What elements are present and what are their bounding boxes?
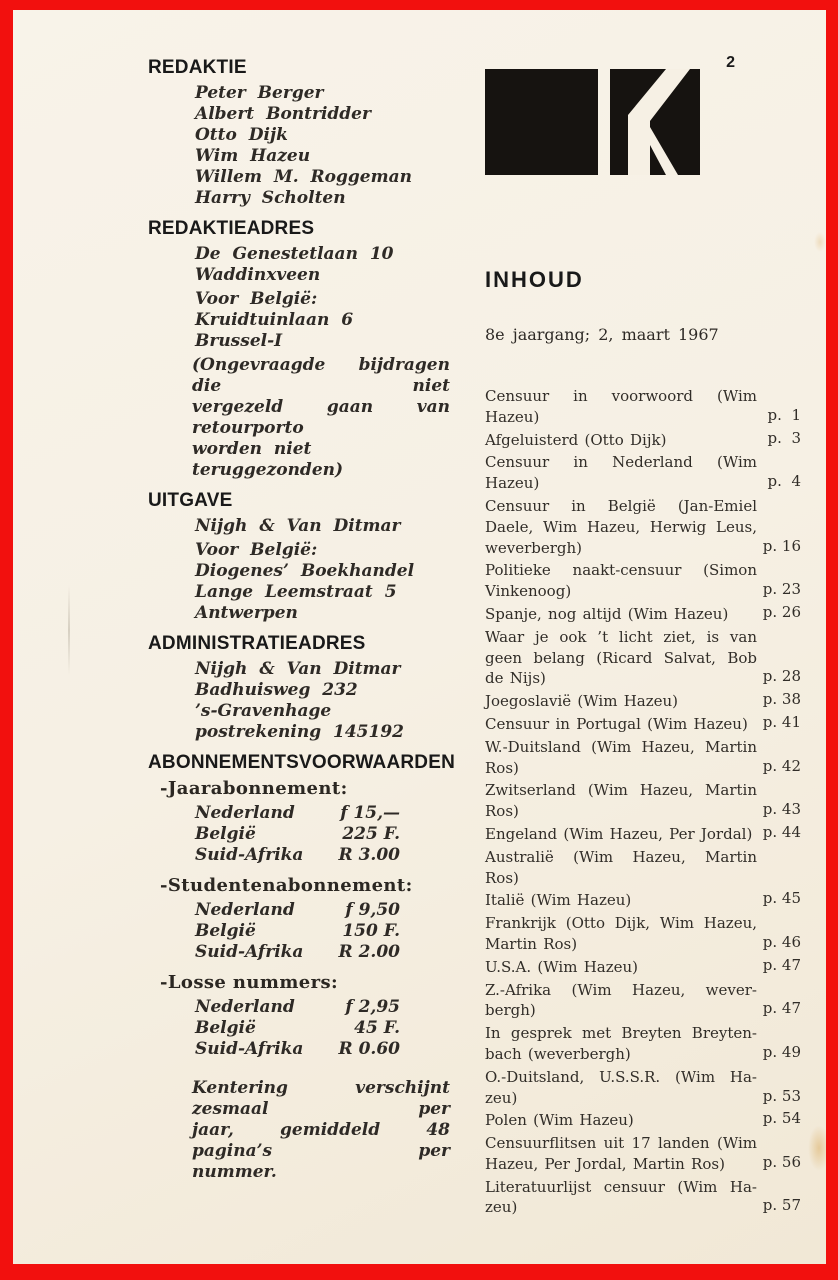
toc-entry [485, 604, 801, 625]
text-line: De Genestetlaan 10 [195, 244, 394, 264]
text-line: Badhuisweg 232 [195, 680, 358, 700]
toc-entry-line: Engeland (Wim Hazeu, Per Jordal) [485, 824, 753, 843]
toc-entry-line: zeu) [485, 1198, 518, 1217]
toc-entry [485, 1177, 801, 1219]
toc-entry [485, 980, 801, 1022]
toc-entry-line: Spanje, nog altijd (Wim Hazeu) [485, 604, 729, 623]
toc-entry-line: weverbergh) [485, 538, 583, 557]
text-line: Voor België: [195, 540, 318, 560]
toc-entry-line: Hazeu, Per Jordal, Martin Ros) [485, 1154, 725, 1173]
toc-entry-line: Literatuurlijst censuur (Wim Ha- [485, 1177, 757, 1196]
toc-entry-line: Ros) [485, 802, 519, 821]
toc-page-number: p. 42 [762, 756, 801, 775]
toc-entry [485, 560, 801, 602]
toc-entry-line: Hazeu) [485, 474, 540, 493]
price-row [195, 803, 400, 824]
magazine-page [13, 10, 826, 1264]
toc-entry [485, 847, 801, 889]
toc-page-number: p. 56 [762, 1152, 801, 1171]
kentering-k-logo [610, 69, 700, 175]
price-value: 45 F. [354, 1018, 400, 1038]
right-column [485, 10, 801, 1220]
toc-entry [485, 452, 801, 494]
toc-entry [485, 824, 801, 845]
toc-entry-line: bergh) [485, 1001, 536, 1020]
publication-note [192, 1078, 450, 1183]
price-row [195, 900, 400, 921]
toc-entry-line: Zwitserland (Wim Hazeu, Martin [485, 781, 757, 800]
toc-page-number: p. 49 [762, 1042, 801, 1061]
toc-page-number: p. 46 [762, 932, 801, 951]
text-line: worden niet teruggezonden) [192, 439, 344, 480]
toc-entry [485, 1023, 801, 1065]
text-group [195, 540, 450, 624]
subscription-block [160, 778, 450, 866]
text-line: Harry Scholten [195, 188, 346, 208]
price-row [195, 942, 400, 963]
text-line: Willem M. Roggeman [195, 167, 412, 187]
text-line: Wim Hazeu [195, 146, 311, 166]
price-value: 225 F. [342, 824, 400, 844]
toc-entry-line: In gesprek met Breyten Breyten- [485, 1024, 757, 1043]
section-heading: ADMINISTRATIEADRES [148, 633, 366, 654]
toc-entry-line: Afgeluisterd (Otto Dijk) [485, 430, 667, 449]
country-label: Suid-Afrika [195, 845, 304, 865]
colophon-section [148, 58, 450, 209]
toc-entry-line: Vinkenoog) [485, 582, 572, 601]
text-line: jaar, gemiddeld 48 pagina’s per [192, 1120, 450, 1161]
price-row [195, 824, 400, 845]
toc-page-number: p. 3 [767, 428, 801, 447]
country-label: Nederland [195, 997, 295, 1017]
left-column [148, 10, 456, 1193]
toc-page-number: p. 47 [762, 999, 801, 1018]
toc-page-number: p. 1 [767, 405, 801, 424]
text-line: Albert Bontridder [195, 104, 371, 124]
price-value: 150 F. [342, 921, 400, 941]
text-line: Kruidtuinlaan 6 [195, 310, 354, 330]
toc-entry-line: Ros) [485, 758, 519, 777]
text-group [195, 289, 450, 352]
toc-page-number: p. 16 [762, 536, 801, 555]
text-line: Kentering verschijnt zesmaal per [192, 1078, 450, 1119]
section-heading: REDAKTIE [148, 57, 247, 78]
toc-page-number: p. 41 [762, 712, 801, 731]
text-line: vergezeld gaan van retourporto [192, 397, 450, 438]
subscription-block [160, 875, 450, 963]
text-group [195, 516, 450, 537]
country-label: België [195, 824, 256, 844]
text-line: postrekening 145192 [195, 722, 404, 742]
toc-entry-line: Daele, Wim Hazeu, Herwig Leus, [485, 517, 757, 536]
country-label: Suid-Afrika [195, 942, 304, 962]
text-group [195, 659, 450, 743]
toc-page-number: p. 38 [762, 690, 801, 709]
paper-crease [68, 585, 70, 675]
subscription-block [160, 972, 450, 1060]
price-row [195, 997, 400, 1018]
price-value: R 3.00 [338, 845, 400, 865]
section-heading: UITGAVE [148, 490, 233, 511]
logo-row [485, 69, 801, 175]
subscription-type-label: -Jaarabonnement: [160, 778, 348, 799]
price-row [195, 921, 400, 942]
text-line: Nijgh & Van Ditmar [195, 659, 401, 679]
toc-entry [485, 714, 801, 735]
toc-entry-line: de Nijs) [485, 669, 546, 688]
toc-entry-line: Joegoslavië (Wim Hazeu) [485, 692, 679, 711]
price-table [195, 803, 400, 866]
toc-page-number: p. 47 [762, 955, 801, 974]
toc-page-number: p. 53 [762, 1086, 801, 1105]
text-line: Nijgh & Van Ditmar [195, 516, 401, 536]
toc-entry-line: Hazeu) [485, 407, 540, 426]
toc-entry [485, 386, 801, 428]
toc-entry-line: Ros) [485, 868, 519, 887]
price-row [195, 1039, 400, 1060]
toc-entry-line: zeu) [485, 1088, 518, 1107]
text-group [192, 355, 450, 481]
toc-entry-line: Censuur in Nederland (Wim [485, 453, 757, 472]
price-table [195, 900, 400, 963]
toc-entry-line: Martin Ros) [485, 934, 578, 953]
table-of-contents [485, 386, 801, 1218]
price-value: f 2,95 [345, 997, 400, 1017]
country-label: Suid-Afrika [195, 1039, 304, 1059]
toc-entry-line: U.S.A. (Wim Hazeu) [485, 957, 639, 976]
toc-entry [485, 737, 801, 779]
toc-entry-line: Frankrijk (Otto Dijk, Wim Hazeu, [485, 914, 757, 933]
toc-entry [485, 913, 801, 955]
country-label: België [195, 1018, 256, 1038]
toc-entry [485, 496, 801, 558]
toc-entry [485, 691, 801, 712]
country-label: Nederland [195, 803, 295, 823]
toc-page-number: p. 45 [762, 889, 801, 908]
price-value: R 2.00 [338, 942, 400, 962]
subscription-type-label: -Studentenabonnement: [160, 875, 413, 896]
colophon-section [148, 491, 450, 624]
page-columns [13, 10, 826, 1220]
toc-page-number: p. 43 [762, 800, 801, 819]
logo-black-square [485, 69, 598, 175]
text-line: (Ongevraagde bijdragen die niet [192, 355, 450, 396]
section-heading: ABONNEMENTSVOORWAARDEN [148, 752, 456, 773]
toc-page-number: p. 57 [762, 1196, 801, 1215]
price-value: R 0.60 [338, 1039, 400, 1059]
toc-entry-line: geen belang (Ricard Salvat, Bob [485, 648, 757, 667]
toc-entry [485, 430, 801, 451]
toc-page-number: p. 4 [767, 472, 801, 491]
text-line: Lange Leemstraat 5 [195, 582, 397, 602]
toc-entry-line: W.-Duitsland (Wim Hazeu, Martin [485, 737, 757, 756]
toc-page-number: p. 28 [762, 667, 801, 686]
toc-entry [485, 780, 801, 822]
text-line: Peter Berger [195, 83, 324, 103]
toc-entry-line: bach (weverbergh) [485, 1044, 631, 1063]
price-value: f 15,— [340, 803, 400, 823]
toc-entry-line: Censuur in Portugal (Wim Hazeu) [485, 714, 748, 733]
country-label: Nederland [195, 900, 295, 920]
colophon-section [148, 752, 456, 1183]
toc-entry-line: Censuurflitsen uit 17 landen (Wim [485, 1134, 757, 1153]
subscription-type-label: -Losse nummers: [160, 972, 339, 993]
text-line: ’s-Gravenhage [195, 701, 332, 721]
text-line: Brussel-I [195, 331, 283, 351]
text-line: nummer. [192, 1162, 277, 1182]
toc-entry [485, 1110, 801, 1131]
text-line: Otto Dijk [195, 125, 288, 145]
toc-entry-line: Censuur in voorwoord (Wim [485, 387, 757, 405]
toc-page-number: p. 44 [762, 822, 801, 841]
text-line: Waddinxveen [195, 265, 321, 285]
contents-heading: INHOUD [485, 267, 584, 292]
toc-entry-line: Polen (Wim Hazeu) [485, 1111, 634, 1130]
toc-entry-line: Censuur in België (Jan-Emiel [485, 496, 757, 515]
toc-page-number: p. 54 [762, 1109, 801, 1128]
text-line: Diogenes’ Boekhandel [195, 561, 415, 581]
toc-entry-line: Australië (Wim Hazeu, Martin [485, 847, 757, 866]
page-number: 2 [726, 54, 735, 71]
price-row [195, 1018, 400, 1039]
section-heading: REDAKTIEADRES [148, 218, 315, 239]
country-label: België [195, 921, 256, 941]
text-group [195, 83, 450, 209]
toc-entry [485, 1133, 801, 1175]
price-table [195, 997, 400, 1060]
issue-line: 8e jaargang; 2, maart 1967 [485, 325, 719, 344]
toc-entry-line: O.-Duitsland, U.S.S.R. (Wim Ha- [485, 1067, 757, 1086]
toc-entry-line: Italië (Wim Hazeu) [485, 891, 632, 910]
toc-entry [485, 957, 801, 978]
colophon-section [148, 634, 450, 743]
price-row [195, 845, 400, 866]
toc-page-number: p. 26 [762, 602, 801, 621]
toc-entry [485, 1067, 801, 1109]
toc-entry-line: Politieke naakt-censuur (Simon [485, 561, 757, 580]
paper-blemish [808, 1125, 826, 1171]
toc-entry-line: Waar je ook ’t licht ziet, is van [485, 627, 757, 646]
toc-entry-line: Z.-Afrika (Wim Hazeu, wever- [485, 980, 757, 999]
text-line: Antwerpen [195, 603, 298, 623]
text-group [195, 244, 450, 286]
paper-blemish [814, 232, 826, 252]
text-line: Voor België: [195, 289, 318, 309]
toc-entry [485, 627, 801, 689]
price-value: f 9,50 [345, 900, 400, 920]
colophon-section [148, 219, 450, 481]
toc-entry [485, 890, 801, 911]
toc-page-number: p. 23 [762, 580, 801, 599]
